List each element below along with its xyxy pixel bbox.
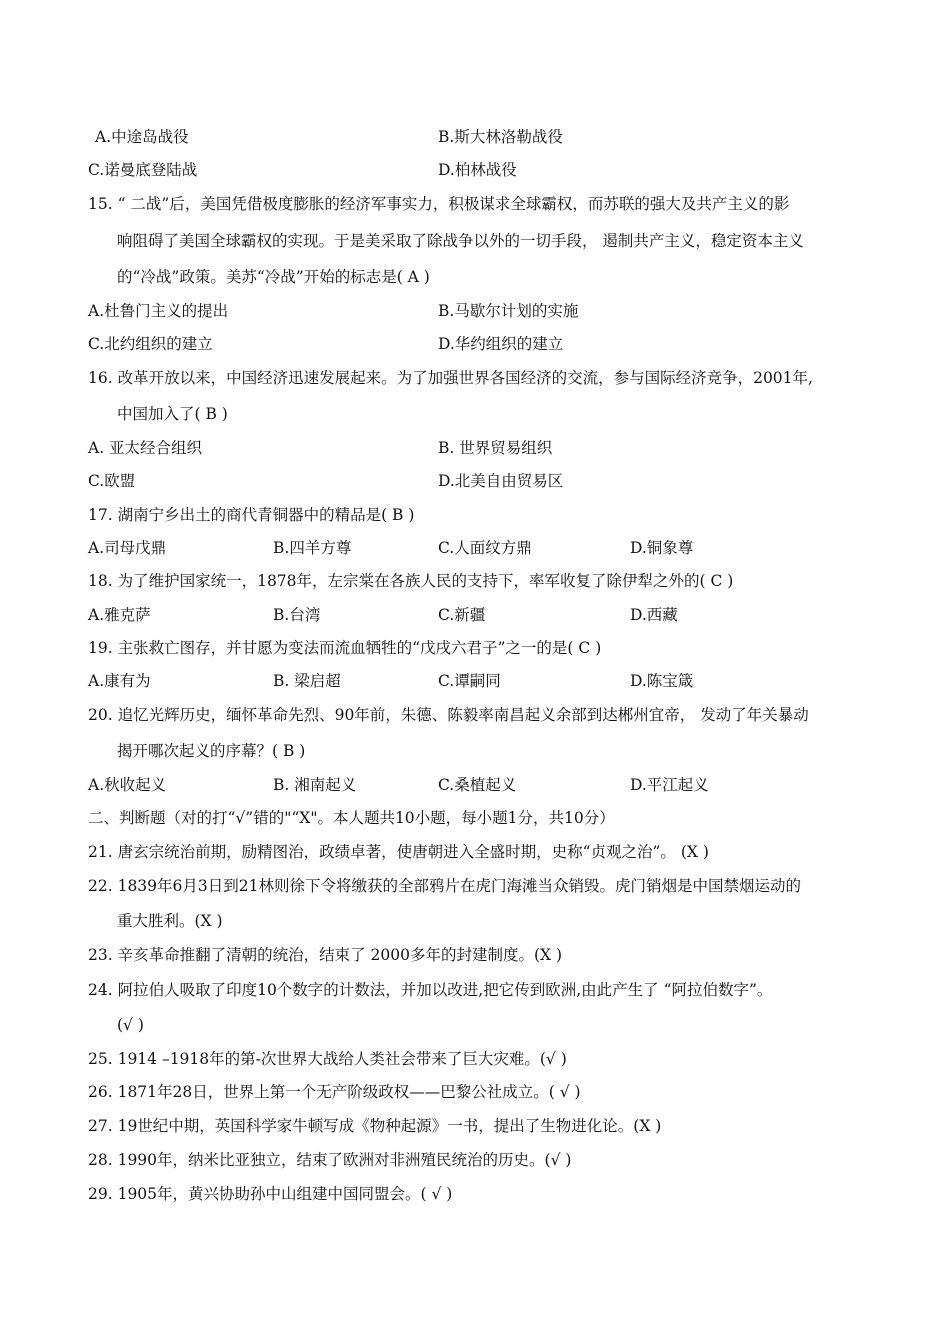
q15-option-b: B.马歇尔计划的实施 [438,302,579,320]
q17-option-b: B.四羊方尊 [273,539,352,557]
tf-q23: 23. 辛亥革命推翻了清朝的统治，结束了 2000多年的封建制度。(X ) [88,946,563,964]
q19-option-d: D.陈宝箴 [630,672,694,690]
section-heading-true-false: 二、判断题（对的打“√”错的"“X"。本人题共10小题，每小题1分，共10分） [88,809,615,827]
tf-q22-line1: 22. 1839年6月3日到21林则徐下令将缴获的全部鸦片在虎门海滩当众销毁。虎门销烟是中国禁烟运动的 [88,877,801,895]
q17-option-a: A.司母戊鼎 [88,539,167,557]
tf-q27: 27. 19世纪中期，英国科学家牛顿写成《物种起源》一书，提出了生物进化论。(X ) [88,1117,662,1135]
q15-option-d: D.华约组织的建立 [438,335,564,353]
q16-option-c: C.欧盟 [88,472,136,490]
q15-stem-line2: 响阻碍了美国全球霸权的实现。于是美采取了除战争以外的一切手段， 遏制共产主义，稳定资本主义 [117,232,804,250]
q15-stem-line3: 的“冷战”政策。美苏“冷战”开始的标志是( A ) [117,268,430,286]
q16-option-b: B. 世界贸易组织 [438,439,553,457]
q20-option-c: C.桑植起义 [438,776,517,794]
tf-q29: 29. 1905年，黄兴协助孙中山组建中国同盟会。( √ ) [88,1185,453,1203]
q14-option-c: C.诺曼底登陆战 [88,161,198,179]
tf-q22-line2: 重大胜利。(X ) [117,912,223,930]
q18-option-c: C.新疆 [438,606,486,624]
q19-option-b: B. 梁启超 [273,672,341,690]
q16-option-a: A. 亚太经合组织 [88,439,203,457]
q17-option-d: D.铜象尊 [630,539,694,557]
q16-stem-line1: 16. 改革开放以来，中国经济迅速发展起来。为了加强世界各国经济的交流，参与国际经济竞争，2001年, [88,369,813,387]
q14-option-a: A.中途岛战役 [95,128,189,146]
q15-stem-line1: 15. “ 二战”后，美国凭借极度膨胀的经济军事实力，积极谋求全球霸权，而苏联的强大及共产主义的影 [88,195,790,213]
q15-option-a: A.杜鲁门主义的提出 [88,302,229,320]
q19-option-a: A.康有为 [88,672,151,690]
q17-option-c: C.人面纹方鼎 [438,539,532,557]
tf-q24-line2: (√ ) [117,1016,144,1034]
q19-stem: 19. 主张救亡图存，并甘愿为变法而流血牺牲的“戊戌六君子”之一的是( C ) [88,639,602,657]
q18-option-a: A.雅克萨 [88,606,151,624]
q19-option-c: C.谭嗣同 [438,672,501,690]
q20-option-d: D.平江起义 [630,776,709,794]
q18-stem: 18. 为了维护国家统一，1878年，左宗棠在各族人民的支持下，率军收复了除伊犁之外的( C ) [88,572,734,590]
tf-q25: 25. 1914 –1918年的第-次世界大战给人类社会带来了巨大灾难。(√ ) [88,1050,567,1068]
q16-option-d: D.北美自由贸易区 [438,472,564,490]
q18-option-d: D.西藏 [630,606,678,624]
q20-stem-line2: 揭开哪次起义的序幕？( B ) [117,742,306,760]
tf-q26: 26. 1871年28日，世界上第一个无产阶级政权——巴黎公社成立。( √ ) [88,1083,581,1101]
q18-option-b: B.台湾 [273,606,321,624]
tf-q24-line1: 24. 阿拉伯人吸取了印度10个数字的计数法，并加以改进,把它传到欧洲,由此产生了 “阿拉伯数字”。 [88,981,773,999]
q14-option-d: D.柏林战役 [438,161,517,179]
tf-q28: 28. 1990年，纳米比亚独立，结束了欧洲对非洲殖民统治的历史。(√ ) [88,1151,572,1169]
q20-option-a: A.秋收起义 [88,776,167,794]
q14-option-b: B.斯大林洛勒战役 [438,128,563,146]
q20-option-b: B. 湘南起义 [273,776,357,794]
q17-stem: 17. 湖南宁乡出土的商代青铜器中的精品是( B ) [88,506,415,524]
q20-stem-line1: 20. 追忆光辉历史，缅怀革命先烈、90年前，朱德、陈毅率南昌起义余部到达郴州宜帝， 发动了年关暴动 [88,706,809,724]
q16-stem-line2: 中国加入了( B ) [117,405,228,423]
tf-q21: 21. 唐玄宗统治前期，励精图治，政绩卓著，使唐朝进入全盛时期，史称“贞观之治”。 (X ) [88,843,709,861]
q15-option-c: C.北约组织的建立 [88,335,213,353]
